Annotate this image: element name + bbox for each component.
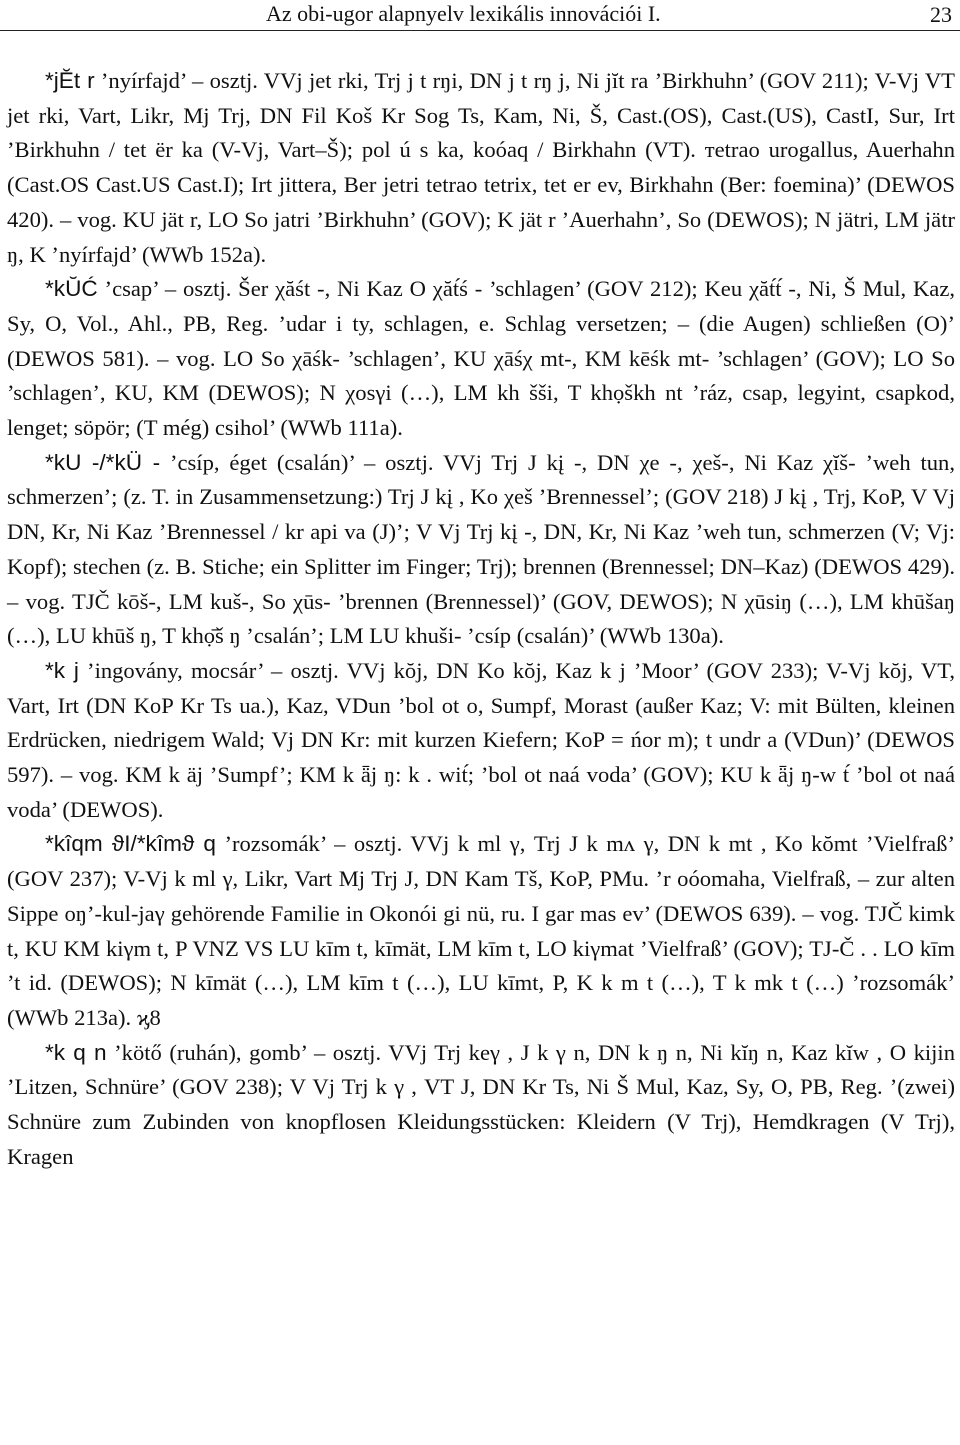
entry-text: ’csíp, éget (csalán)’ – osztj. VVj Trj J kį -, DN χe -, χeš-, Ni Kaz χĭš- ’weh tun, schmerzen’; (z. T. in Zusammensetzung:) Trj J kį , Ko χeš ’Brennessel’; (GOV 218) J kį , Trj, KoP, V Vj DN, Kr, Ni Kaz ’Brennessel / kr api va (J)’; V Vj Trj kį -, DN, Kr, Ni Kaz ’weh tun, schmerzen (V; Vj: Kopf); stechen (z. B. Stiche; ein Splitter im Finger; Trj); brennen (Brennessel; DN–Kaz) (DEWOS 429). – vog. TJČ kōš-, LM kuš-, So χūs- ’brennen (Brennessel)’ (GOV, DEWOS); N χūsiŋ (…), LM khūšaŋ (…), LU khūš ŋ, T khọ̄š ŋ ’csalán’; LM LU khuši- ’csíp (csalán)’ (WWb 130a). xyxy=(7,449,955,649)
entry-jetr xyxy=(7,64,955,272)
entry-kimt xyxy=(7,827,955,1035)
entry-lemma: *kU -/*kÜ - xyxy=(45,449,161,475)
entry-lemma: *k q n xyxy=(45,1039,107,1065)
entry-lemma: *jĔt r xyxy=(45,68,95,93)
entry-keqn xyxy=(7,1036,955,1175)
entry-text: ’kötő (ruhán), gomb’ – osztj. VVj Trj keγ , J k γ n, DN k ŋ n, Ni kĭŋ n, Kaz kĭw , O kijin ’Litzen, Schnüre’ (GOV 238); V Vj Trj k γ , VT J, DN Kr Ts, Ni Š Mul, Kaz, Sy, O, PB, Reg. ’(zwei) Schnüre zum Zubinden von knopflosen Kleidungsstücken: Kleidern (V Trj), Hemdkragen (V Trj), Kragen xyxy=(7,1039,956,1169)
entry-text: ’rozsomák’ – osztj. VVj k ml γ, Trj J k mʌ γ, DN k mt , Ko kŏmt ’Vielfraß’ (GOV 237); V-Vj k ml γ, Likr, Vart Mj Trj J, DN Kam Tš, KoP, PMu. ’r oóomaha, Vielfraß, – zur alten Sippe oŋ’-kul-jaγ gehörende Familie in Okonói gi nü, ru. I gar mas ev’ (DEWOS 639). – vog. TJČ kimk t, KU KM kiγm t, P VNZ VS LU kīm t, kīmät, LM kīm t, LO kiγmat ’Vielfraß’ (GOV); TJ-Č . . LO kīm ’t id. (DEWOS); N kīmät (…), LM kīm t (…), LU kīmt, P, K k m t (…), T k mk t (…) ’rozsomák’ (WWb 213a). ϗ8 xyxy=(7,831,955,1030)
entry-lemma: *kîqm ϑI/*kîmϑ q xyxy=(45,831,216,857)
entry-text: ’nyírfajd’ – osztj. VVj jet rki, Trj j t rŋi, DN j t rŋ j, Ni jĭt ra ’Birkhuhn’ (GOV 211); V-Vj VT jet rki, Vart, Likr, Mj Trj, DN Fil Koš Kr Sog Ts, Kam, Ni, Š, Cast.(OS), Cast.(US), CastI, Sur, Irt ’Birkhuhn / tet ër ka (V-Vj, Vart–Š); pol ú s ka, koóaq / Birkhahn (VT). тetrao urogallus, Auerhahn (Cast.OS Cast.US Cast.I); Irt jittera, Ber jetri tetrao tetrix, tet er ev, Birkhahn (Ber: foemina)’ (DEWOS 420). – vog. KU jät r, LO So jatri ’Birkhuhn’ (GOV); K jät r ’Auerhahn’, So (DEWOS); N jätri, LM jätr ŋ, K ’nyírfajd’ (WWb 152a). xyxy=(7,68,955,267)
entry-lemma: *kŬĆ xyxy=(45,276,98,302)
entry-kuc xyxy=(7,272,955,446)
running-title: Az obi-ugor alapnyelv lexikális innovációi I. xyxy=(266,1,661,26)
entry-text: ’csap’ – osztj. Šer χăśt -, Ni Kaz O χăt́ś - ’schlagen’ (GOV 212); Keu χăt́t́ -, Ni, Š Mul, Kaz, Sy, O, Vol., Ahl., PB, Reg. ’udar i ty, schlagen, e. Schlag versetzen; – (die Augen) schließen (O)’ (DEWOS 581). – vog. LO So χāśk- ’schlagen’, KU χāśχ mt-, KM kēśk mt- ’schlagen’ (GOV); LO So ’schlagen’, KU, KM (DEWOS); N χosγi (…), LM kh šši, T khọškh nt ’ráz, csap, legyint, csapkod, lenget; söpör; (T még) csihol’ (WWb 111a). xyxy=(7,276,955,441)
running-header xyxy=(0,0,960,31)
page-number: 23 xyxy=(930,2,952,27)
entry-lemma: *k j xyxy=(45,657,79,683)
dictionary-body xyxy=(7,64,955,1175)
entry-koj xyxy=(7,654,955,828)
entry-text: ’ingovány, mocsár’ – osztj. VVj kŏj, DN Ko kŏj, Kaz k j ’Moor’ (GOV 233); V-Vj kŏj, VT, Vart, Irt (DN KoP Kr Ts ua.), Kaz, VDun ’bol ot o, Sumpf, Morast (außer Kaz; V: mit Bülten, kleinen Erdrücken, niedrigem Wald; Vj DN Kr: mit kurzen Kiefern; KoP = ńor m); t undr a (VDun)’ (DEWOS 597). – vog. KM k äj ’Sumpf’; KM k ǟj ŋ: k . wit́; ’bol ot naá voda’ (GOV); KU k ǟj ŋ-w t́ ’bol ot naá voda’ (DEWOS). xyxy=(7,657,955,822)
entry-ku xyxy=(7,446,955,654)
